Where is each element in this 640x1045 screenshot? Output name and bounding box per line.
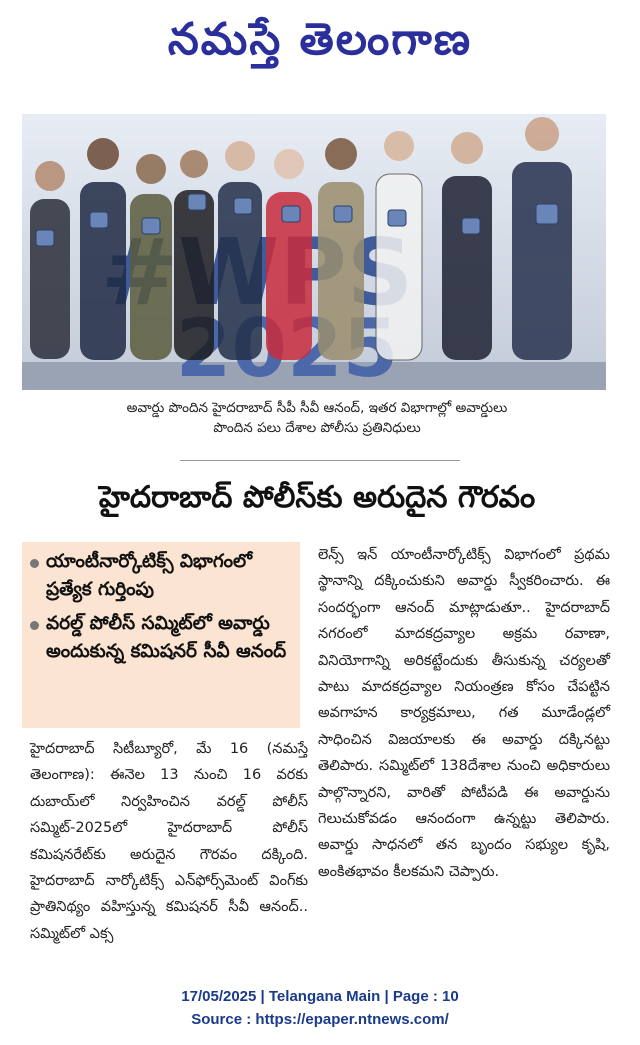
- highlights-box: [22, 542, 300, 728]
- article-headline: హైదరాబాద్ పోలీస్‌కు అరుదైన గౌరవం: [98, 480, 536, 515]
- bullet-icon: [30, 621, 39, 630]
- highlight-text: యాంటీనార్కోటిక్స్ విభాగంలో ప్రత్యేక గుర్తింపు: [46, 551, 253, 600]
- edition-source-link: Source : https://epaper.ntnews.com/: [191, 1011, 449, 1028]
- caption-line-1: అవార్డు పొందిన హైదరాబాద్ సీపీ సీవీ ఆనంద్, ఇతర విభాగాల్లో అవార్డులు: [126, 400, 508, 416]
- highlight-text: వరల్డ్ పోలీస్ సమ్మిట్‌లో అవార్డు అందుకున్న కమిషనర్ సీవీ ఆనంద్: [46, 613, 287, 662]
- newspaper-masthead: నమస్తే తెలంగాణ: [167, 14, 473, 65]
- photo-caption: [22, 398, 612, 438]
- highlight-item: [30, 610, 292, 666]
- edition-footer: [0, 985, 640, 1031]
- article-body-left-column: హైదరాబాద్ సిటీబ్యూరో, మే 16 (నమస్తే తెలంగాణ): ఈనెల 13 నుంచి 16 వరకు దుబాయ్‌లో నిర్వహించిన వరల్డ్ పోలీస్ సమ్మిట్-2025లో హైదరాబాద్ పోలీస్ కమిషనరేట్‌కు అరుదైన గౌరవం దక్కింది. హైదరాబాద్ నార్కోటిక్స్ ఎన్‌ఫోర్స్‌మెంట్ వింగ్‌కు ప్రాతినిథ్యం వహిస్తున్న కమిషనర్ సీవీ ఆనంద్.. సమ్మిట్‌లో ఎక్స: [30, 741, 308, 942]
- caption-divider: [180, 460, 460, 461]
- award-group-photo: [22, 114, 606, 390]
- highlight-item: [30, 548, 292, 604]
- bullet-icon: [30, 559, 39, 568]
- caption-line-2: పొందిన పలు దేశాల పోలీసు ప్రతినిధులు: [213, 420, 421, 436]
- edition-date-page: 17/05/2025 | Telangana Main | Page : 10: [181, 988, 459, 1005]
- article-body-right-column: లెన్స్ ఇన్ యాంటీనార్కోటిక్స్ విభాగంలో ప్రథమ స్థానాన్ని దక్కించుకుని అవార్డు స్వీకరించారు. ఈ సందర్భంగా ఆనంద్ మాట్లాడుతూ.. హైదరాబాద్ నగరంలో మాదకద్రవ్యాల అక్రమ రవాణా, వినియోగాన్ని అరికట్టేందుకు తీసుకున్న చర్యలతో పాటు మాదకద్రవ్యాల నియంత్రణ కోసం చేపట్టిన అవగాహన కార్యక్రమాలు, గత మూడేండ్లలో సాధించిన విజయాలకు ఈ అవార్డు దక్కినట్టు తెలిపారు. సమ్మిట్‌లో 138దేశాల నుంచి అధికారులు పాల్గొన్నారని, వారితో పోటీపడి ఈ అవార్డును గెలుచుకోవడం ఆనందంగా ఉన్నట్టు తెలిపారు. అవార్డు సాధనలో తన బృందం సభ్యుల కృషి, అంకితభావం కీలకమని చెప్పారు.: [318, 547, 610, 880]
